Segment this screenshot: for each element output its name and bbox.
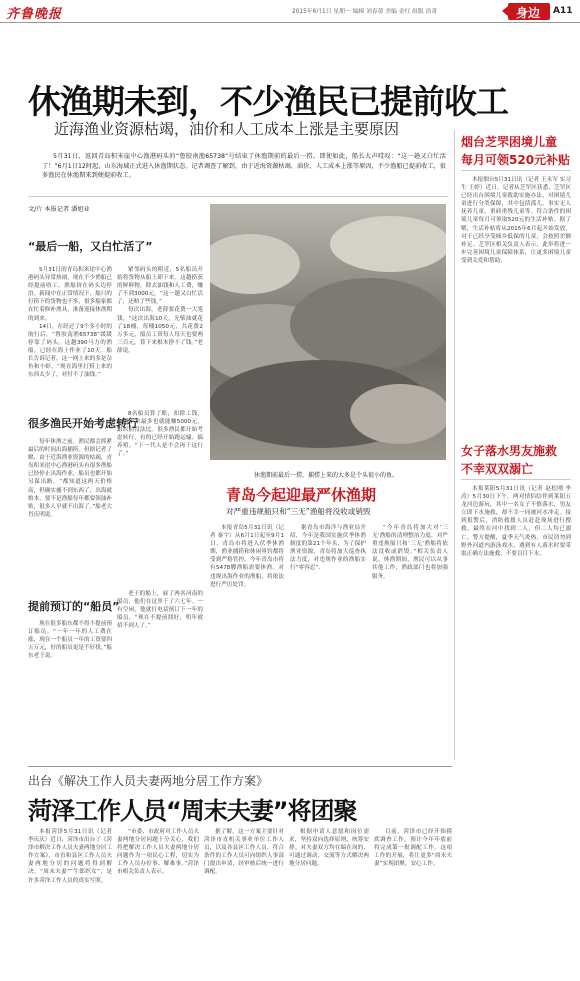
- byline: 文/片 本报记者 潘旭业: [28, 206, 90, 213]
- bottom-col-5: 目前，菏泽市已经开始摸底调查工作，预计今年年底前将完成第一批调配工作。这项工作的开展，将让更多“周末夫妻”实现团聚，安心工作。: [374, 829, 452, 868]
- side2-headline-line1: 女子落水男友施救: [461, 444, 558, 458]
- bottom-col-3: 据了解，这一方案主要针对菏泽市直机关事业单位工作人员，以及各县区工作人员。符合条件的工作人员可向组织人事部门提出申请，经审核后统一进行调配。: [204, 829, 284, 876]
- story-col-2: 紧邻码头的附近，5名船员开始将货物从船上卸下来。这趟捞获的鲜鲜物，除去油钱和人工费，赚了不到3000元。“这一趟又白忙活了，还赔了些钱。” 每次出海，老薛要花费一大笔钱。“这次出海10天，光柴油就花了18桶，每桶1050元，共花费2万多元，船员工资每人每天也要两三百元，算下来根本挣不了钱。”老薛说。: [117, 267, 203, 354]
- story2-subheadline: 对严重违规船只和“三无”渔船将没收或销毁: [226, 507, 371, 516]
- photo-fish-catch-drawing: [210, 204, 446, 460]
- header-rule: [0, 22, 580, 23]
- bottom-kicker: 出台《解决工作人员夫妻两地分居工作方案》: [28, 774, 269, 788]
- story-col-5: 现在很多船东都不得不提前预订船员。“一年一年的人工费在涨，现在一个船员一年的工资要四五万元，好的船员更是不好找。”船东老王说。: [28, 621, 112, 660]
- story-col-1: 5月31日的青岛积米崖中心渔港码头异常热闹，现在不少渔船已经提前收工，渔船挤在码头边停泊。新闻中在正常情况下，船只的打捞下的货物也不多，很多船家都在忙着修补渔具，准备迎接休渔期的到来。 14日，在经过了9个多小时的航行后，“鲁胶南渔65738”缓缓停靠了码头。这趟390马力的渔船，已经在海上作业了10天。船长告诉记者，这一网上来的多是杂鱼和小虾，“现在海里打捞上来的东西太少了，对付不了油钱。”: [28, 267, 112, 379]
- bottom-col-2: “市委、市政府对工作人员夫妻两地分居问题十分关心，我们将把解决工作人员夫妻两地分居问题作为一项民心工程，切实为工作人员办好事、解难事。”菏泽市相关负责人表示。: [117, 829, 199, 876]
- side2-body: 本报莱阳5月31日讯（记者 赵松刚 李涛）5月30日下午，两对情侣结伴到莱阳五龙河边游玩，其中一名女子不慎落水，男友立即下水施救，却不幸一同被河水冲走。接到报警后，消防救援人员赶赴现场进行搜救，最终在河中找到二人，但二人均已溺亡。警方提醒，夏季天气炎热，市民切勿到野外河道内游泳戏水，遇到有人落水时要采取正确方法施救，不要盲目下水。: [461, 486, 571, 557]
- sidebar-divider: [454, 130, 455, 760]
- side1-rule: [461, 170, 571, 171]
- photo-fish-catch: [210, 204, 446, 460]
- main-subheadline: 近海渔业资源枯竭，油价和人工成本上涨是主要原因: [54, 120, 400, 138]
- section-label: 身边: [516, 6, 541, 20]
- main-lead: 5月31日，返回青岛积米崖中心渔港码头的“鲁胶南渔65738”号结束了休渔期前的最后一捞。即使如此，船长大声哎叹：“这一趟又白忙活了！”6月1日12时起，山东海域正式进入休渔期状态。记者调查了解到，由于近海资源枯竭、油价、人工成本上涨等原因，不少渔船已提前收工，很多渔民在休渔期来到便提前收工。: [42, 153, 446, 179]
- subhead-booked-crew: 提前预订的“船员”: [28, 600, 120, 613]
- bottom-col-1: 本报菏泽5月31日讯（记者 李庆庆）近日，菏泽市出台了《菏泽市解决工作人员夫妻两地分居工作方案》，市直和县区工作人员夫妻两地分居的问题将得到解决。“周末夫妻”“牛郎织女”，是许多菏泽工作人员的真实写照。: [28, 829, 112, 884]
- bottom-story-rule: [28, 766, 452, 767]
- story-col-3: 每年休渔之前，渔民都会抓紧最后的时间出海捕捞。但据记者了解，由于近海渔业资源的枯竭，青岛积米崖中心渔港码头有很多渔船已经停止出海作业，船员也都开始另谋出路。“都知道这两天价格高，但确实捕不到东西了，出海就赔本，要不是渔船每年都要领油补贴，很多人早就不出海了。”船老大肖庆明说。: [28, 439, 112, 518]
- side1-headline-line1: 烟台芝罘困境儿童: [461, 135, 558, 149]
- story-col-6: 老王的船上，雇了两名河南的船员，他们在这里干了六七年。一有空闲，他就打电话预订下一年的船员，“现在不提前找好，明年就招不到人了。”: [117, 591, 203, 630]
- masthead: 齐鲁晚报: [6, 7, 63, 22]
- page-number: A11: [553, 6, 573, 16]
- lead-rule: [28, 196, 448, 197]
- story-col-4: 8名船员算了账，扣除工钱，一趟下来最多也就能赚5000元，跟以前没法比。很多渔民都开始考虑转行，有的已经开始跑运输、搞养殖。“下一代人是不会再干这行了。”: [117, 411, 203, 458]
- side1-body: 本报烟台5月31日讯（记者 王永军 实习生 王婷）近日，记者从芝罘区获悉，芝罘区已经出台困境儿童救助实施办法，对困境儿童进行分类保障，其中包括孤儿、事实无人抚养儿童、重病重残儿童等。符合条件的困境儿童每月可领取520元的生活补贴。据了解，生活补贴将从2015年6月起开始发放，对于已经享受城乡低保的儿童，会按照差额补足。芝罘区相关负责人表示，此举将进一步完善困境儿童保障体系，让更多困境儿童受到关爱和帮助。: [461, 177, 571, 264]
- side2-rule: [461, 479, 571, 480]
- story2-col-3: “今年青岛将加大对‘三无’渔船的清理整治力度，对严重违规船只和‘三无’渔船将依法没收或销毁。”相关负责人说。休渔期间，渔民可以从事其他工作，渔政部门也将加强服务。: [372, 525, 448, 580]
- header-meta: 2015年6月1日 星期一 编辑 刘春蕾 美编 金红 组版 浩菁: [292, 9, 438, 15]
- subhead-change-jobs: 很多渔民开始考虑转行: [28, 417, 138, 430]
- bottom-headline: 菏泽工作人员“周末夫妻”将团聚: [28, 797, 357, 825]
- photo-caption: 休渔期前最后一捞，捕捞上来的大多是个头很小的鱼。: [254, 472, 399, 479]
- section-arrow-icon: [502, 6, 508, 16]
- section-tab: [508, 3, 550, 20]
- subhead-last-haul: “最后一船，又白忙活了”: [28, 240, 153, 253]
- header-bar: [0, 0, 580, 22]
- main-headline: 休渔期未到，不少渔民已提前收工: [28, 82, 508, 121]
- bottom-col-4: 根据申请人意愿和岗位需求，坚持双向选择原则，统筹安排。对夫妻双方均在编在岗的，可通过调动、交流等方式解决两地分居问题。: [289, 829, 369, 868]
- story2-col-1: 本报青岛5月31日讯（记者 秦宇）从6月1日起至9月1日，青岛市将进入伏季休渔期，渔业捕捞和休闲垂钓都将受到严格管控。今年青岛市将有5478艘渔船需要休渔。对违规出海作业的渔船，将依法进行严厉处罚。: [210, 525, 284, 588]
- story2-headline: 青岛今起迎最严休渔期: [226, 486, 377, 504]
- side1-headline-line2: 每月可领520元补贴: [461, 153, 571, 167]
- story2-col-2: 据青岛市海洋与渔业局介绍，今年是我国实施伏季休渔制度的第21个年头，为了保护渔业资源，青岛将加大巡查执法力度，对违规作业的渔船实行“零容忍”。: [290, 525, 366, 572]
- side2-headline-line2: 不幸双双溺亡: [461, 462, 534, 476]
